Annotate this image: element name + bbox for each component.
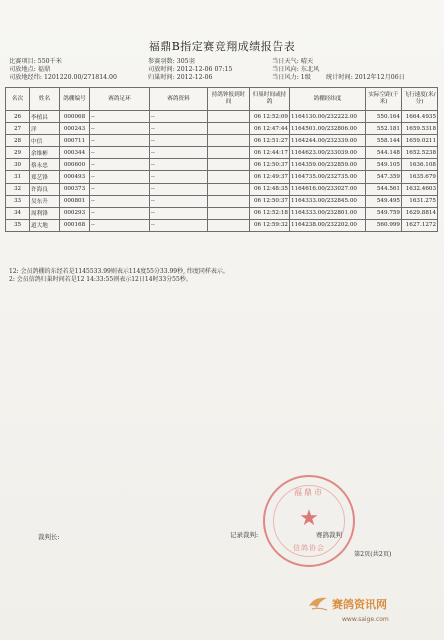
name-cell: 李植昌 [30,111,60,123]
table-row [6,195,438,207]
loft-coords-cell: 1164623.00/233039.00 [290,147,366,159]
arrival-time-cell: 06 12:50:37 [250,195,290,207]
speed-cell: 1659.0211 [402,135,438,147]
pigeon-logo-icon [306,590,330,614]
footnote-time-format: 2: 会员信鸽归巢时间若是12 14:33:55则表示12日14时33分55秒。 [9,276,192,283]
loft-coords-cell: 1164333.00/232845.00 [290,195,366,207]
name-cell: 洋 [30,123,60,135]
statistics-date: 统计时间: 2012年12月06日 [326,74,405,81]
speed-cell: 1664.4935 [402,111,438,123]
clock-time-cell [208,207,250,219]
distance-cell: 549.105 [366,159,402,171]
entries-count: 参赛羽数: 305羽 [148,58,195,65]
loft-coords-cell: 1164735.00/232735.00 [290,171,366,183]
rank-cell: 32 [6,183,30,195]
ring-cell: -- [90,171,150,183]
header-name: 姓名 [30,88,60,111]
results-body [6,111,438,232]
speed-cell: 1631.275 [402,195,438,207]
pigeon-info-cell: -- [150,195,208,207]
footnote-coordinates: 12: 会员鸽棚的东经若是1145533.99则表示114度55分33.99秒, 纬度同样表示。 [9,268,229,275]
speed-cell: 1659.5318 [402,123,438,135]
distance-cell: 550.164 [366,111,402,123]
speed-cell: 1652.5238 [402,147,438,159]
pigeon-info-cell: -- [150,183,208,195]
distance-cell: 552.181 [366,123,402,135]
clock-time-cell [208,183,250,195]
rank-cell: 29 [6,147,30,159]
rank-cell: 33 [6,195,30,207]
loft-id-cell: 000293 [60,207,90,219]
distance-cell: 547.359 [366,171,402,183]
name-cell: 周利锋 [30,207,60,219]
page-number: 第2页(共2页) [354,551,392,558]
weather: 当日天气: 晴天 [272,58,314,65]
loft-id-cell: 000600 [60,159,90,171]
clock-time-cell [208,111,250,123]
distance-cell: 549.495 [366,195,402,207]
table-row [6,219,438,231]
table-row [6,207,438,219]
release-coordinates: 司放地经纬: 1201220.00/271814.00 [9,74,117,81]
chief-referee-label: 裁判长: [38,533,60,541]
header-pigeon-info: 赛鸽资料 [150,88,208,111]
header-loft-coords: 鸽棚经纬度 [290,88,366,111]
header-speed: 飞行速度(米/分) [402,88,438,111]
meta-column-left [9,58,117,82]
header-distance: 实际空距(千米) [366,88,402,111]
name-cell: 吴东升 [30,195,60,207]
clock-time-cell [208,147,250,159]
ring-cell: -- [90,195,150,207]
ring-cell: -- [90,123,150,135]
clock-time-cell [208,195,250,207]
wind-force: 当日风力: 1级 [272,74,311,81]
pigeon-info-cell: -- [150,159,208,171]
name-cell: 中信 [30,135,60,147]
pigeon-info-cell: -- [150,219,208,231]
seal-bottom-text: 信鸽协会 [293,544,325,552]
loft-coords-cell: 1164244.00/232339.00 [290,135,366,147]
clock-time-cell [208,135,250,147]
pigeon-info-cell: -- [150,171,208,183]
loft-coords-cell: 1164616.00/233027.00 [290,183,366,195]
official-seal [263,475,355,567]
distance-cell: 558.144 [366,135,402,147]
arrival-time-cell: 06 12:47:44 [250,123,290,135]
table-row [6,171,438,183]
loft-id-cell: 000373 [60,183,90,195]
loft-id-cell: 000243 [60,123,90,135]
loft-id-cell: 000068 [60,111,90,123]
seal-top-text: 福鼎市 [294,488,324,497]
table-row [6,123,438,135]
pigeon-info-cell: -- [150,147,208,159]
clock-time-cell [208,159,250,171]
distance-cell: 549.759 [366,207,402,219]
ring-cell: -- [90,111,150,123]
arrival-time-cell: 06 12:48:35 [250,183,290,195]
rank-cell: 27 [6,123,30,135]
loft-coords-cell: 1164359.00/232859.00 [290,159,366,171]
name-cell: 郑艺锋 [30,171,60,183]
return-time: 归巢时间: 2012-12-06 [148,74,213,81]
star-icon: ★ [299,506,319,531]
speed-cell: 1629.8814 [402,207,438,219]
arrival-time-cell: 06 12:59:32 [250,219,290,231]
loft-coords-cell: 1164333.00/232801.00 [290,207,366,219]
rank-cell: 31 [6,171,30,183]
table-row [6,135,438,147]
meta-column-right [272,58,319,82]
rank-cell: 35 [6,219,30,231]
ring-cell: -- [90,159,150,171]
rank-cell: 34 [6,207,30,219]
speed-cell: 1636.108 [402,159,438,171]
arrival-time-cell: 06 12:51:27 [250,135,290,147]
loft-coords-cell: 1164238.00/232202.00 [290,219,366,231]
wind-direction: 当日风向: 东北风 [272,66,320,73]
loft-coords-cell: 1164130.00/232222.00 [290,111,366,123]
rank-cell: 26 [6,111,30,123]
rank-cell: 30 [6,159,30,171]
name-cell: 道大地 [30,219,60,231]
name-cell: 蔡永忠 [30,159,60,171]
results-table [5,87,438,232]
table-row [6,111,438,123]
watermark-brand: 赛鸽资讯网 [332,598,387,611]
speed-cell: 1635.679 [402,171,438,183]
distance-cell: 544.561 [366,183,402,195]
speed-cell: 1632.4603 [402,183,438,195]
loft-coords-cell: 1164501.00/232806.00 [290,123,366,135]
header-ring: 赛鸽足环 [90,88,150,111]
clock-time-cell [208,219,250,231]
clock-time-cell [208,171,250,183]
recording-referee-name: 赛鸽裁判 [316,531,342,539]
ring-cell: -- [90,183,150,195]
ring-cell: -- [90,147,150,159]
header-loft-id: 鸽棚编号 [60,88,90,111]
table-row [6,147,438,159]
pigeon-info-cell: -- [150,123,208,135]
pigeon-info-cell: -- [150,135,208,147]
arrival-time-cell: 06 12:52:09 [250,111,290,123]
table-row [6,183,438,195]
ring-cell: -- [90,219,150,231]
pigeon-info-cell: -- [150,111,208,123]
distance-cell: 560.999 [366,219,402,231]
ring-cell: -- [90,135,150,147]
loft-id-cell: 000168 [60,219,90,231]
arrival-time-cell: 06 12:50:37 [250,159,290,171]
race-item: 比赛项目: 550千米 [9,58,62,65]
report-title: 福鼎B指定赛竞翔成绩报告表 [148,40,296,53]
table-row [6,159,438,171]
loft-id-cell: 000711 [60,135,90,147]
name-cell: 余维彬 [30,147,60,159]
footnotes [9,268,229,284]
release-time: 司放时间: 2012-12-06 07:15 [148,66,233,73]
loft-id-cell: 000344 [60,147,90,159]
table-header-row [6,88,438,111]
clock-time-cell [208,123,250,135]
recording-referee-label: 记录裁判: [230,531,259,539]
meta-column-middle [148,58,232,82]
speed-cell: 1627.1272 [402,219,438,231]
header-clock-time: 持鸽钟报到时间 [208,88,250,111]
header-arrival-time: 归巢时间或持鸽 [250,88,290,111]
loft-id-cell: 000801 [60,195,90,207]
arrival-time-cell: 06 12:52:18 [250,207,290,219]
arrival-time-cell: 06 12:44:17 [250,147,290,159]
loft-id-cell: 000493 [60,171,90,183]
watermark-url: www.saige.com [342,616,389,623]
name-cell: 许海良 [30,183,60,195]
header-rank: 名次 [6,88,30,111]
ring-cell: -- [90,207,150,219]
release-place: 司放地点: 福鼎 [9,66,51,73]
distance-cell: 544.148 [366,147,402,159]
arrival-time-cell: 06 12:49:37 [250,171,290,183]
rank-cell: 28 [6,135,30,147]
pigeon-info-cell: -- [150,207,208,219]
